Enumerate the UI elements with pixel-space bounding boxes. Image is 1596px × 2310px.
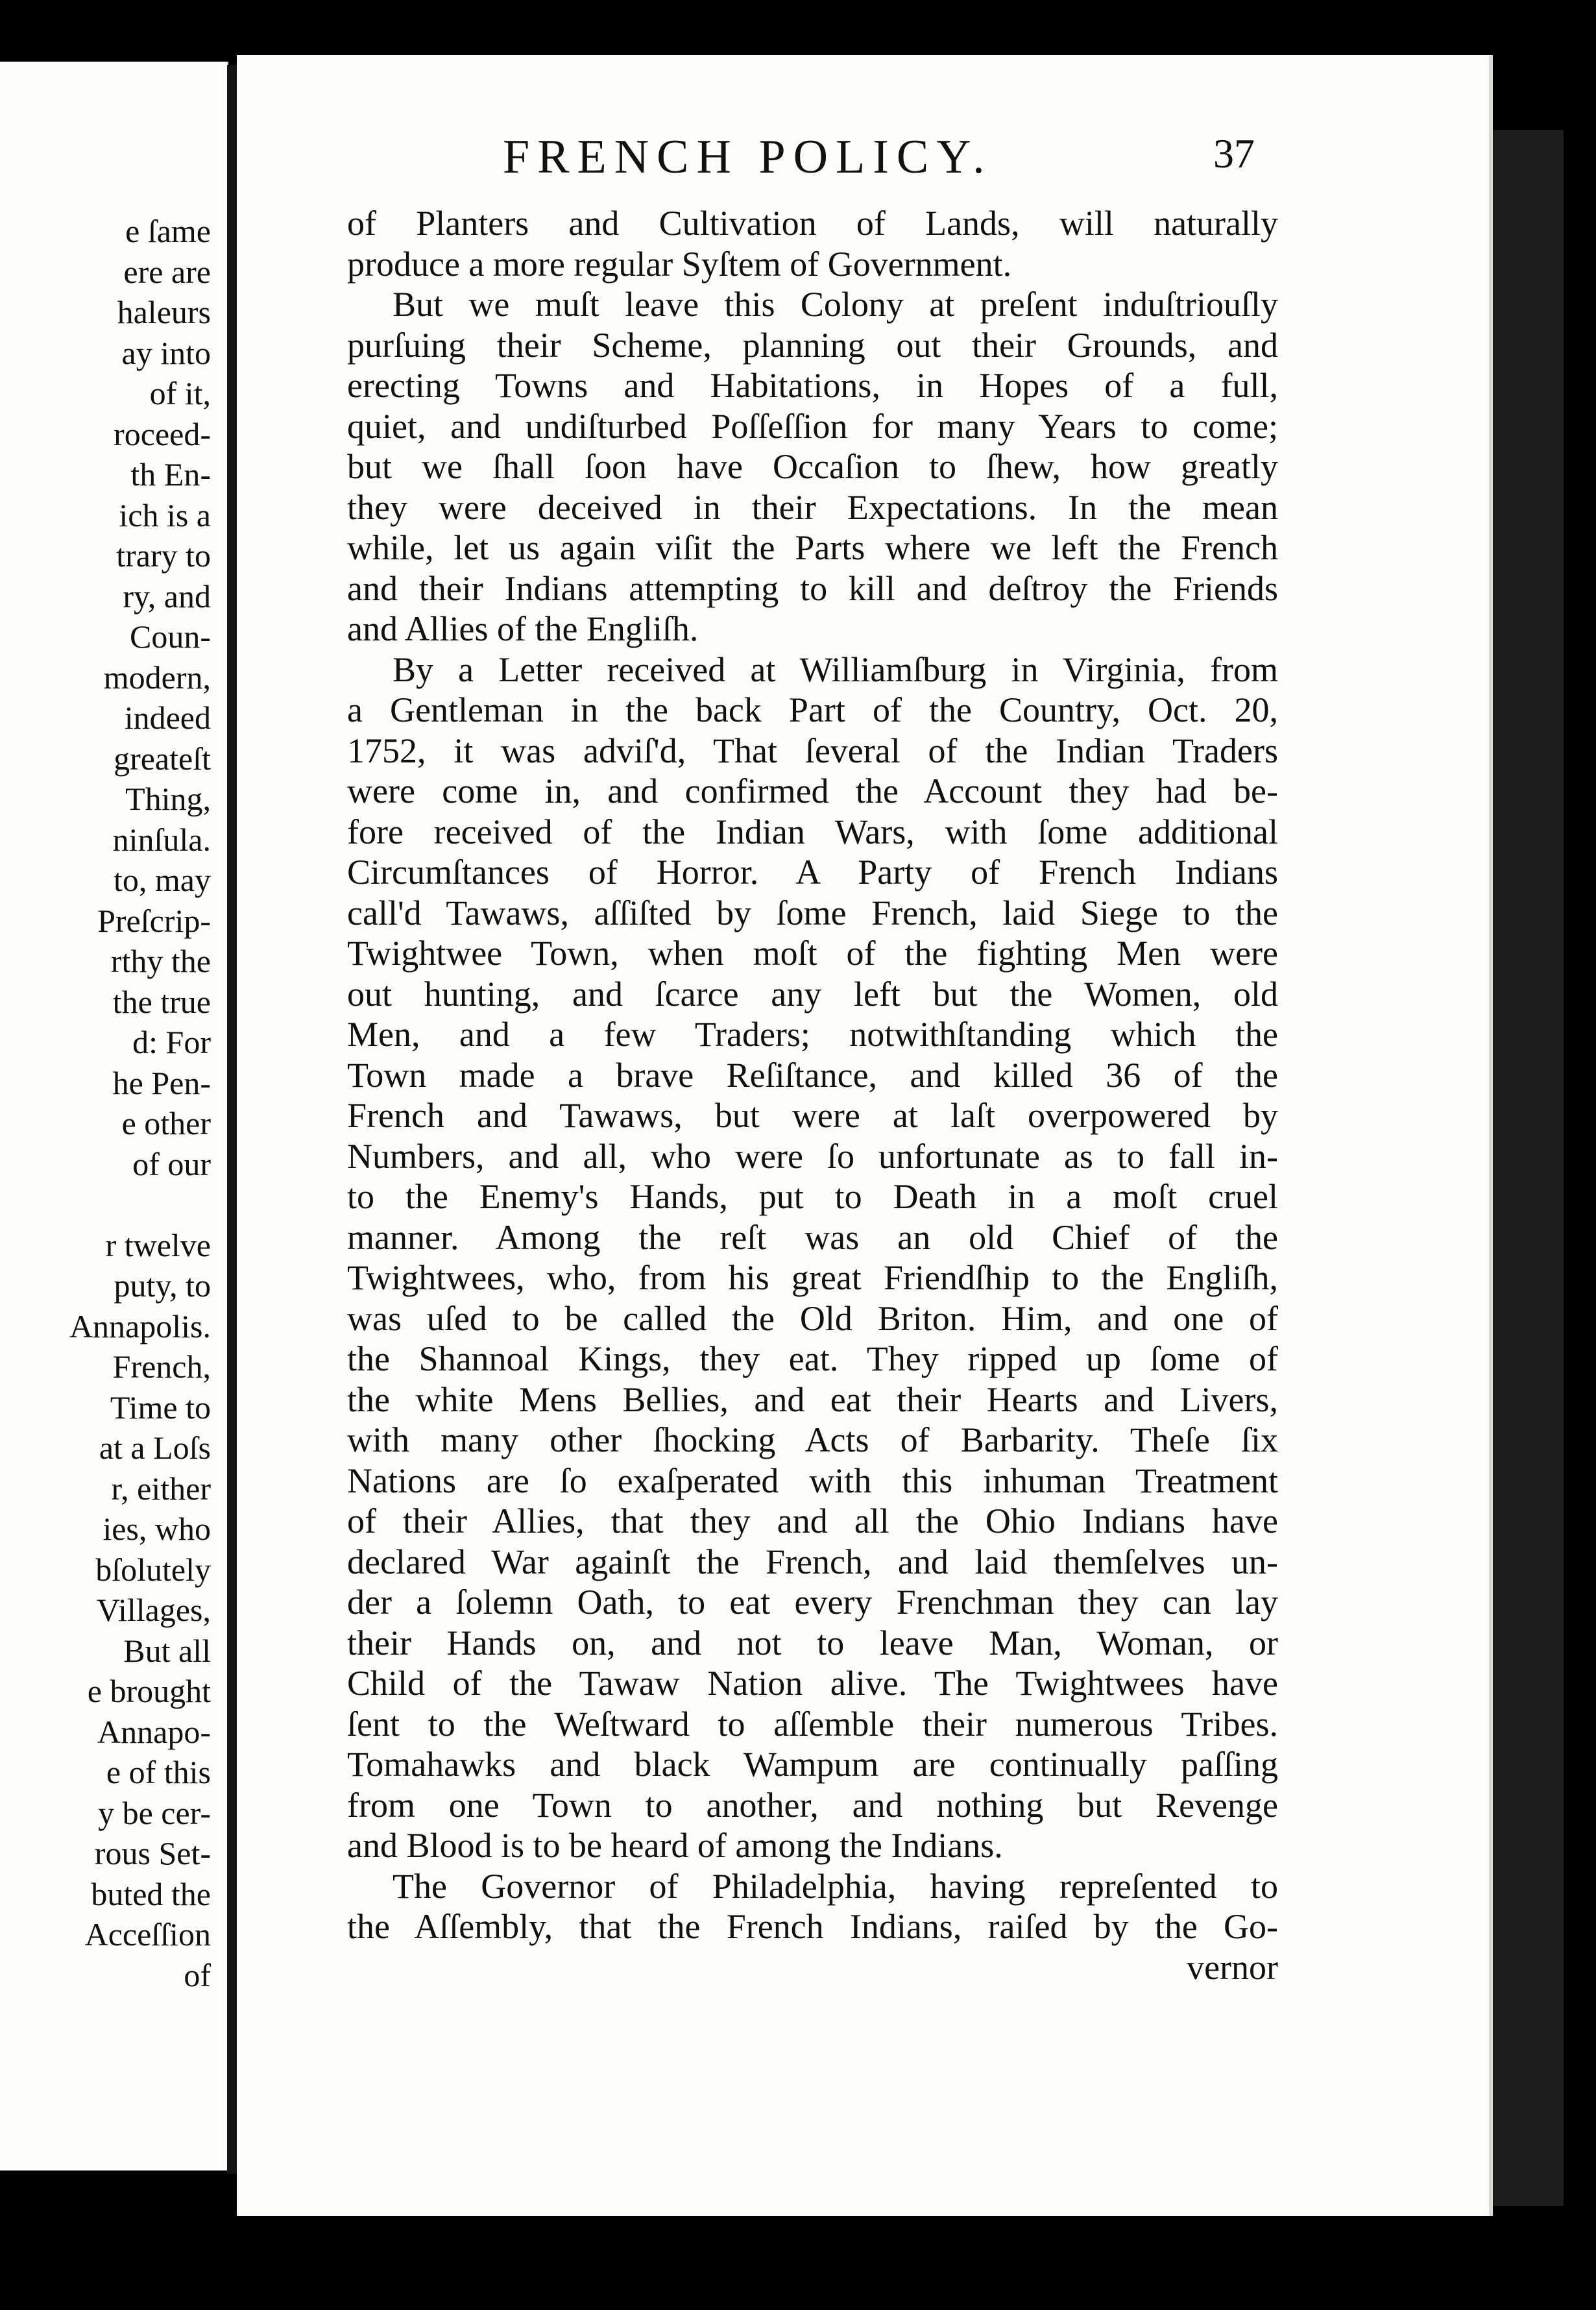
text-line: Twightwee Town, when moſt of the fighting Men were bbox=[347, 934, 1278, 973]
text-line: manner. Among the reſt was an old Chief of the bbox=[347, 1217, 1278, 1257]
text-line: the white Mens Bellies, and eat their Hearts and Livers, bbox=[347, 1380, 1278, 1419]
facing-page-line: trary to bbox=[116, 537, 211, 574]
text-line: By a Letter received at Williamſburg in Virginia, from bbox=[393, 650, 1278, 689]
facing-page-line: Villages, bbox=[96, 1592, 211, 1628]
text-line: and Allies of the Engliſh. bbox=[347, 609, 699, 648]
facing-page-line: ninſula. bbox=[112, 821, 211, 858]
text-line: French and Tawaws, but were at laſt overpowered by bbox=[347, 1096, 1278, 1135]
facing-page-line: ay into bbox=[121, 334, 211, 371]
facing-page-line: e other bbox=[121, 1105, 211, 1141]
facing-page-line: of our bbox=[132, 1145, 211, 1182]
facing-page-line bbox=[0, 1184, 211, 1225]
text-line: Numbers, and all, who were ſo unfortunate as to fall in- bbox=[347, 1136, 1278, 1176]
text-line: ſent to the Weſtward to aſſemble their numerous Tribes. bbox=[347, 1704, 1278, 1744]
text-line: call'd Tawaws, aſſiſted by ſome French, laid Siege to the bbox=[347, 893, 1278, 932]
text-line: But we muſt leave this Colony at preſent induſtriouſly bbox=[393, 285, 1278, 324]
facing-page-line: buted the bbox=[91, 1875, 211, 1912]
text-line: Tomahawks and black Wampum are continually paſſing bbox=[347, 1745, 1278, 1784]
facing-page-line: of it, bbox=[149, 375, 211, 411]
facing-page-line: puty, to bbox=[114, 1267, 211, 1304]
text-line: quiet, and undiſturbed Poſſeſſion for many Years to come; bbox=[347, 406, 1278, 446]
page-body bbox=[347, 203, 1278, 1988]
facing-page-line: ich is a bbox=[119, 496, 211, 533]
text-line: 1752, it was adviſ'd, That ſeveral of the Indian Traders bbox=[347, 731, 1278, 770]
text-line: produce a more regular Syſtem of Government. bbox=[347, 244, 1012, 284]
facing-page-line: ere are bbox=[123, 253, 211, 290]
text-line: their Hands on, and not to leave Man, Woman, or bbox=[347, 1623, 1278, 1662]
facing-page-line: e ſame bbox=[125, 213, 211, 249]
text-line: The Governor of Philadelphia, having repreſented to bbox=[393, 1866, 1278, 1906]
facing-page-line: But all bbox=[123, 1632, 211, 1669]
text-line: of Planters and Cultivation of Lands, will naturally bbox=[347, 204, 1278, 243]
text-line: Nations are ſo exaſperated with this inhuman Treatment bbox=[347, 1461, 1278, 1500]
facing-page-line: rthy the bbox=[110, 943, 211, 979]
facing-page-line: at a Loſs bbox=[99, 1429, 211, 1466]
facing-page-line: th En- bbox=[130, 456, 211, 492]
text-line: Town made a brave Reſiſtance, and killed 36 of the bbox=[347, 1055, 1278, 1095]
text-line: fore received of the Indian Wars, with ſome additional bbox=[347, 812, 1278, 851]
facing-page-line: ry, and bbox=[123, 578, 211, 614]
text-line: a Gentleman in the back Part of the Country, Oct. 20, bbox=[347, 690, 1278, 729]
text-line: der a ſolemn Oath, to eat every Frenchman they can lay bbox=[347, 1583, 1278, 1622]
facing-page-line: d: For bbox=[132, 1024, 211, 1060]
facing-page-line: rous Set- bbox=[94, 1835, 211, 1871]
text-line: purſuing their Scheme, planning out their Grounds, and bbox=[347, 325, 1278, 365]
text-line: Twightwees, who, from his great Friendſhip to the Engliſh, bbox=[347, 1258, 1278, 1297]
text-line: of their Allies, that they and all the Ohio Indians have bbox=[347, 1502, 1278, 1540]
facing-page-line: the true bbox=[112, 983, 211, 1020]
facing-page-line: e of this bbox=[106, 1754, 211, 1790]
book-page bbox=[237, 55, 1493, 2216]
facing-page-line: Time to bbox=[110, 1389, 211, 1426]
facing-page-line: y be cer- bbox=[98, 1794, 211, 1831]
facing-page-line: Annapolis. bbox=[69, 1307, 211, 1344]
facing-page-line: Coun- bbox=[130, 618, 211, 655]
text-line: Circumſtances of Horror. A Party of French Indians bbox=[347, 853, 1278, 892]
facing-page-line: Thing, bbox=[125, 781, 211, 817]
running-title: FRENCH POLICY. bbox=[503, 130, 993, 184]
facing-page-line: ies, who bbox=[103, 1511, 211, 1547]
page-number: 37 bbox=[1213, 130, 1255, 176]
text-line: and Blood is to be heard of among the Indians. bbox=[347, 1826, 1003, 1865]
facing-page-text bbox=[0, 211, 211, 1995]
facing-page-line: he Pen- bbox=[112, 1064, 211, 1101]
facing-page-line: indeed bbox=[124, 699, 211, 736]
facing-page-line: e brought bbox=[87, 1673, 211, 1709]
text-line: erecting Towns and Habitations, in Hopes of a full, bbox=[347, 366, 1278, 405]
text-line: were come in, and confirmed the Account they had be- bbox=[347, 772, 1278, 810]
facing-page-line: French, bbox=[112, 1348, 211, 1385]
text-line: Child of the Tawaw Nation alive. The Twightwees have bbox=[347, 1664, 1278, 1703]
text-line: but we ſhall ſoon have Occaſion to ſhew, how greatly bbox=[347, 447, 1278, 486]
facing-page-line: Annapo- bbox=[97, 1713, 211, 1750]
text-line: the Shannoal Kings, they eat. They ripped up ſome of bbox=[347, 1339, 1278, 1378]
text-line: out hunting, and ſcarce any left but the Women, old bbox=[347, 974, 1278, 1014]
facing-page-line: r twelve bbox=[105, 1226, 211, 1263]
text-line: while, let us again viſit the Parts where we left the French bbox=[347, 528, 1278, 567]
text-line: to the Enemy's Hands, put to Death in a moſt cruel bbox=[347, 1177, 1278, 1216]
page-header bbox=[237, 130, 1489, 182]
text-line: with many other ſhocking Acts of Barbarity. Theſe ſix bbox=[347, 1420, 1278, 1459]
text-line: from one Town to another, and nothing but Revenge bbox=[347, 1785, 1278, 1825]
facing-page-line: greateſt bbox=[114, 740, 211, 777]
facing-page-line: bſolutely bbox=[95, 1551, 211, 1588]
text-line: and their Indians attempting to kill and deſtroy the Friends bbox=[347, 568, 1278, 608]
facing-page-line: to, may bbox=[114, 862, 211, 898]
facing-page-line: Preſcrip- bbox=[97, 902, 211, 939]
text-line: they were deceived in their Expectations. In the mean bbox=[347, 487, 1278, 527]
facing-page-line: Acceſſion bbox=[84, 1916, 211, 1952]
text-line: Men, and a few Traders; notwithſtanding which the bbox=[347, 1015, 1278, 1054]
text-line: the Aſſembly, that the French Indians, raiſed by the Go- bbox=[347, 1907, 1278, 1946]
text-line: vernor bbox=[1187, 1947, 1278, 1987]
text-line: was uſed to be called the Old Briton. Him, and one of bbox=[347, 1298, 1278, 1338]
facing-page bbox=[0, 62, 228, 2170]
facing-page-line: roceed- bbox=[114, 415, 211, 452]
page-edge-shadow bbox=[1492, 130, 1564, 2206]
facing-page-line: haleurs bbox=[117, 294, 211, 330]
facing-page-line: r, either bbox=[111, 1470, 211, 1507]
facing-page-line: modern, bbox=[103, 659, 211, 696]
facing-page-line: of bbox=[184, 1956, 211, 1993]
text-line: declared War againſt the French, and laid themſelves un- bbox=[347, 1542, 1278, 1581]
